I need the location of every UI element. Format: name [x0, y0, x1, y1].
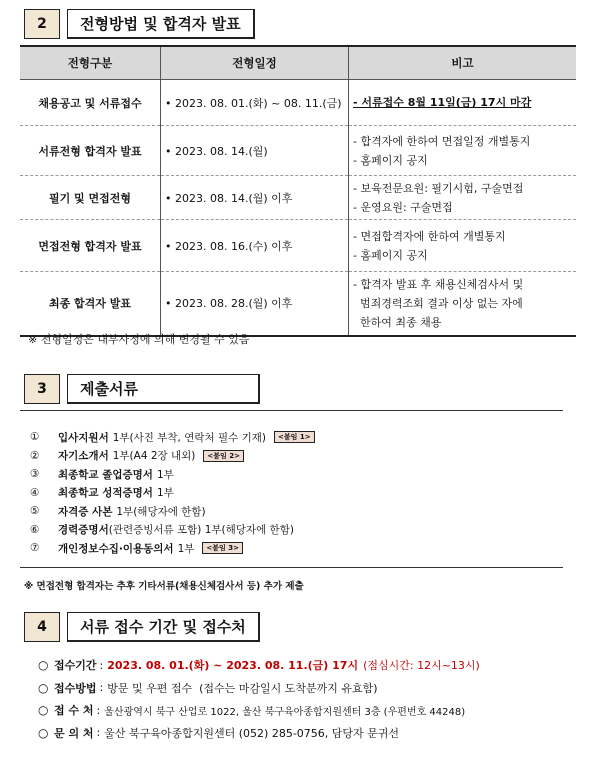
schedule-table	[20, 45, 576, 337]
item-number: ⑥	[30, 523, 40, 536]
document-name: 최종학교 졸업증명서	[58, 468, 153, 481]
header-schedule: 전형일정	[161, 46, 349, 80]
header-category: 전형구분	[20, 46, 161, 80]
row-schedule: • 2023. 08. 14.(월)	[161, 126, 349, 176]
row-notes	[349, 126, 577, 176]
note-line: - 합격자 발표 후 채용신체검사서 및	[353, 277, 524, 291]
section-3-title: 제출서류	[67, 374, 260, 404]
list-item	[30, 539, 315, 558]
note-line: 범죄경력조회 결과 이상 없는 자에	[353, 296, 523, 310]
separator: :	[96, 726, 101, 740]
info-label: 접수방법	[54, 681, 97, 695]
additional-documents-note: ※ 면접전형 합격자는 추후 기타서류(채용신체검사서 등) 추가 제출	[24, 581, 304, 592]
row-notes	[349, 272, 577, 336]
list-item	[30, 502, 315, 521]
info-label: 접 수 처	[54, 704, 94, 718]
row-schedule: • 2023. 08. 01.(화) ~ 08. 11.(금)	[161, 80, 349, 126]
note-line: 한하여 최종 채용	[353, 315, 442, 329]
attachment-badge: <붙임 2>	[203, 450, 244, 462]
row-notes	[349, 176, 577, 220]
document-name: 개인정보수집·이용동의서	[58, 542, 174, 555]
note-line: - 운영요원: 구술면접	[353, 200, 453, 214]
table-row	[20, 126, 576, 176]
document-detail: 1부	[177, 542, 195, 555]
attachment-badge: <붙임 3>	[202, 542, 243, 554]
section-2-header	[24, 9, 255, 39]
document-detail: 1부(A4 2장 내외)	[112, 450, 196, 463]
circle-bullet-icon: ○	[38, 680, 49, 695]
document-detail: 1부(해당자에 한함)	[116, 505, 206, 518]
separator: :	[99, 658, 104, 672]
table-row	[20, 272, 576, 336]
document-name: 입사지원서	[58, 431, 109, 444]
item-number: ③	[30, 468, 40, 481]
row-category: 면접전형 합격자 발표	[20, 220, 161, 272]
info-value: 울산광역시 북구 산업로 1022, 울산 북구육아종합지원센터 3층 (우편번호 44248)	[104, 706, 466, 718]
note-line: - 홈페이지 공지	[353, 153, 428, 167]
list-item	[30, 521, 315, 540]
item-number: ④	[30, 486, 40, 499]
document-name: 최종학교 성적증명서	[58, 487, 153, 500]
row-category: 채용공고 및 서류접수	[20, 80, 161, 126]
attachment-badge: <붙임 1>	[274, 431, 315, 443]
circle-bullet-icon: ○	[38, 703, 49, 718]
info-value-extra: (점심시간: 12시~13시)	[363, 659, 480, 673]
list-item	[30, 428, 315, 447]
row-notes	[349, 80, 577, 126]
list-item	[38, 722, 480, 745]
document-detail: 1부	[156, 468, 174, 481]
info-label: 문 의 처	[54, 726, 94, 740]
document-list-divider	[20, 567, 563, 568]
section-4-header	[24, 612, 260, 642]
reception-info	[38, 654, 480, 744]
document-list	[30, 428, 315, 558]
list-item	[38, 699, 480, 722]
schedule-header-row	[20, 46, 576, 80]
note-line: - 면접합격자에 한하여 개별통지	[353, 229, 506, 243]
info-value: 2023. 08. 01.(화) ~ 2023. 08. 11.(금) 17시	[107, 659, 359, 673]
document-name: 경력증명서	[58, 524, 109, 537]
item-number: ②	[30, 449, 40, 462]
note-line: - 합격자에 한하여 면접일정 개별통지	[353, 134, 531, 148]
row-category: 서류전형 합격자 발표	[20, 126, 161, 176]
section-4-title: 서류 접수 기간 및 접수처	[67, 612, 260, 642]
schedule-footnote: ※ 전형일정은 내부사정에 의해 변경될 수 있음	[28, 333, 250, 346]
item-number: ⑤	[30, 505, 40, 518]
document-detail: 1부	[156, 487, 174, 500]
header-notes: 비고	[349, 46, 577, 80]
section-4-number: 4	[24, 612, 60, 642]
row-schedule: • 2023. 08. 16.(수) 이후	[161, 220, 349, 272]
note-line: - 보육전문요원: 필기시험, 구술면접	[353, 181, 524, 195]
list-item	[38, 677, 480, 700]
table-row	[20, 220, 576, 272]
document-detail: (관련증빙서류 포함) 1부(해당자에 한함)	[108, 524, 294, 537]
document-detail: 1부(사진 부착, 연락처 필수 기재)	[112, 431, 266, 444]
item-number: ⑦	[30, 542, 40, 555]
table-row	[20, 80, 576, 126]
row-schedule: • 2023. 08. 28.(월) 이후	[161, 272, 349, 336]
row-category: 필기 및 면접전형	[20, 176, 161, 220]
list-item	[30, 484, 315, 503]
list-item	[30, 447, 315, 466]
circle-bullet-icon: ○	[38, 658, 49, 673]
row-schedule: • 2023. 08. 14.(월) 이후	[161, 176, 349, 220]
note-line: - 서류접수 8월 11일(금) 17시 마감	[353, 96, 532, 109]
list-item	[30, 465, 315, 484]
row-category: 최종 합격자 발표	[20, 272, 161, 336]
info-value: 방문 및 우편 접수 (접수는 마감일시 도착분까지 유효함)	[107, 681, 378, 695]
separator: :	[96, 703, 101, 717]
note-line: - 홈페이지 공지	[353, 248, 428, 262]
circle-bullet-icon: ○	[38, 725, 49, 740]
section-3-divider	[20, 410, 563, 411]
section-2-number: 2	[24, 9, 60, 39]
separator: :	[99, 681, 104, 695]
list-item	[38, 654, 480, 677]
table-row	[20, 176, 576, 220]
section-3-header	[24, 374, 260, 404]
section-2-title: 전형방법 및 합격자 발표	[67, 9, 255, 39]
info-label: 접수기간	[54, 659, 97, 673]
document-name: 자격증 사본	[58, 505, 113, 518]
item-number: ①	[30, 431, 40, 444]
info-value: 울산 북구육아종합지원센터 (052) 285-0756, 담당자 문귀선	[104, 726, 400, 740]
document-name: 자기소개서	[58, 450, 109, 463]
section-3-number: 3	[24, 374, 60, 404]
row-notes	[349, 220, 577, 272]
